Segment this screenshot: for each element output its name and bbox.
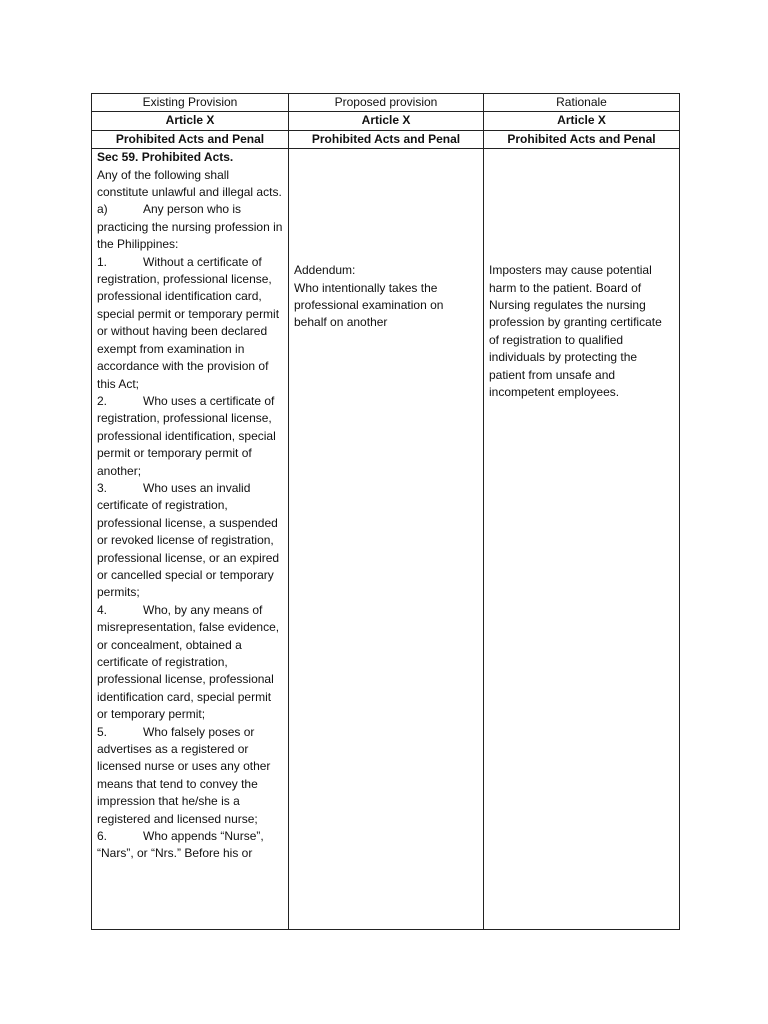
list-item-num: 2. <box>97 393 108 408</box>
article-row <box>92 112 680 130</box>
header-rationale: Rationale <box>484 94 680 112</box>
proposed-provision-cell <box>289 149 484 930</box>
list-item-num: 4. <box>97 602 108 617</box>
header-existing-provision: Existing Provision <box>92 94 289 112</box>
header-row <box>92 94 680 112</box>
list-item-num: 6. <box>97 829 108 844</box>
addendum-label: Addendum: <box>294 263 356 278</box>
rationale-text: Imposters may cause potential harm to the patient. Board of Nursing regulates the nursing profession by granting certificate of registration to qualified individuals by protecting the patient from unsafe and incompetent employees. <box>489 263 662 400</box>
provisions-comparison-table <box>91 93 680 930</box>
header-proposed-provision: Proposed provision <box>289 94 484 112</box>
addendum-text: Who intentionally takes the professional examination on behalf on another <box>294 280 444 330</box>
list-item-text: Who appends “Nurse”, “Nars”, or “Nrs.” Before his or <box>97 829 264 861</box>
title-proposed: Prohibited Acts and Penal <box>289 130 484 148</box>
list-item-text: Without a certificate of registration, professional license, professional identification card, special permit or temporary permit or without having been declared exempt from examination in accordance with the provision of this Act; <box>97 254 280 391</box>
section-intro: Any of the following shall constitute unlawful and illegal acts. <box>97 167 282 200</box>
list-item <box>97 254 283 393</box>
title-rationale: Prohibited Acts and Penal <box>484 130 680 148</box>
list-item-text: Who uses a certificate of registration, professional license, professional identification, special permit or temporary permit of another; <box>97 393 276 478</box>
rationale-cell <box>484 149 680 930</box>
section-title: Sec 59. Prohibited Acts. <box>97 150 234 165</box>
article-proposed: Article X <box>289 112 484 130</box>
article-existing: Article X <box>92 112 289 130</box>
content-row <box>92 149 680 930</box>
sub-item-a <box>97 201 283 253</box>
sub-item-a-num: a) <box>97 202 108 217</box>
existing-provision-cell <box>92 149 289 930</box>
list-item <box>97 724 283 828</box>
list-item <box>97 828 283 863</box>
list-item <box>97 480 283 602</box>
sub-item-a-text: Any person who is practicing the nursing profession in the Philippines: <box>97 202 283 252</box>
list-item-num: 3. <box>97 480 108 495</box>
list-item-text: Who uses an invalid certificate of registration, professional license, a suspended or revoked license of registration, professional license, or an expired or cancelled special or temporary permits; <box>97 480 280 600</box>
list-item <box>97 602 283 724</box>
article-rationale: Article X <box>484 112 680 130</box>
list-item-text: Who falsely poses or advertises as a registered or licensed nurse or uses any other means that tend to convey the impression that he/she is a registered and licensed nurse; <box>97 724 271 826</box>
list-item <box>97 393 283 480</box>
list-item-num: 1. <box>97 254 108 269</box>
title-existing: Prohibited Acts and Penal <box>92 130 289 148</box>
list-item-text: Who, by any means of misrepresentation, false evidence, or concealment, obtained a certificate of registration, professional license, professional identification card, special permit or temporary permit; <box>97 602 280 722</box>
title-row <box>92 130 680 148</box>
list-item-num: 5. <box>97 724 108 739</box>
